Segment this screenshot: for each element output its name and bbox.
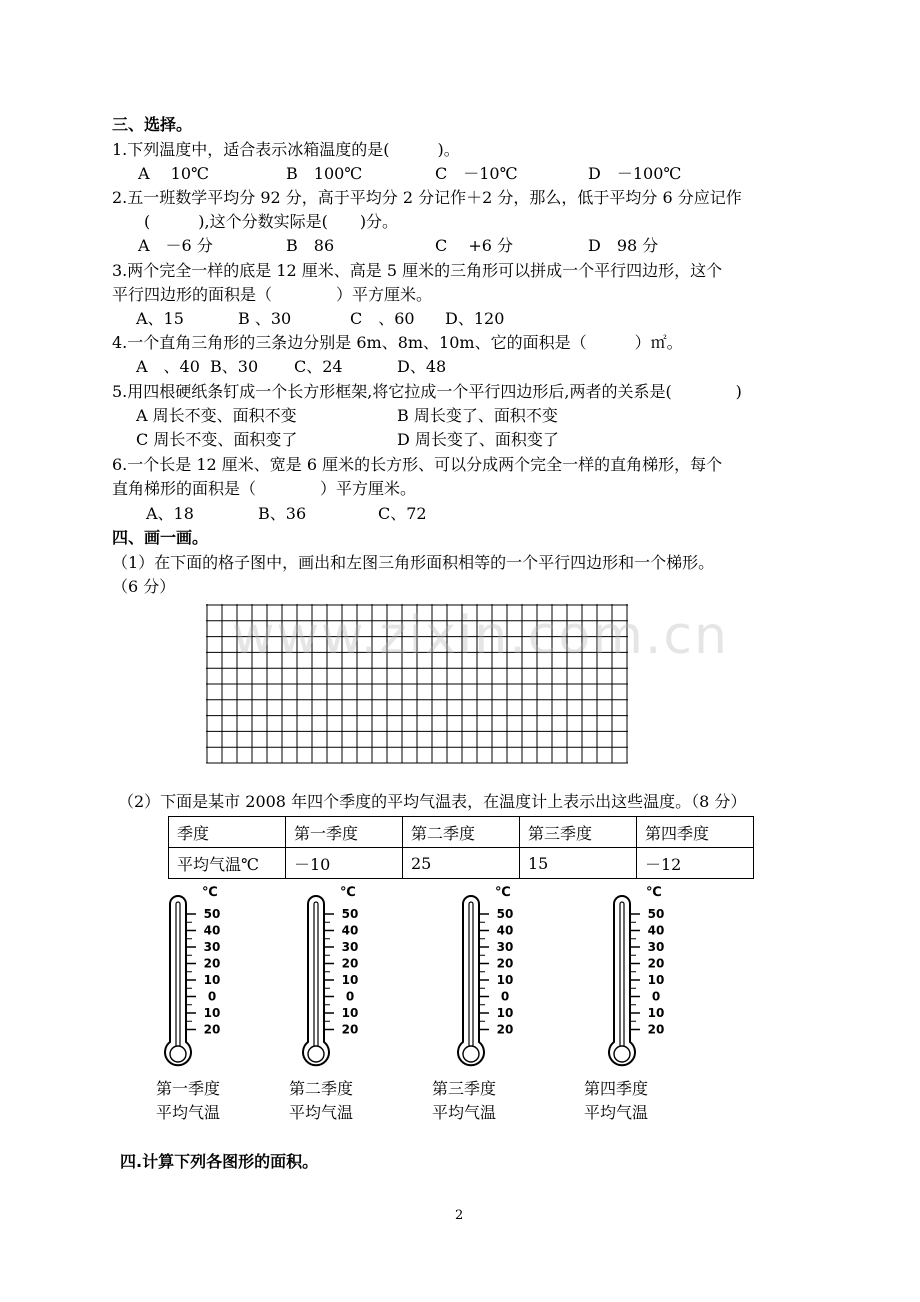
thermometer-scale-label: 20	[496, 956, 514, 971]
thermometer-unit: ℃	[646, 885, 662, 900]
q6-option-c: C、72	[378, 504, 427, 523]
thermometer-caption-q4	[584, 1077, 648, 1125]
thermometer-scale-label: 0	[345, 989, 355, 1004]
thermometer-scale-label: 50	[496, 907, 514, 921]
table-header-cell: 第三季度	[520, 817, 637, 848]
table-row	[169, 817, 754, 848]
caption-label: 平均气温	[156, 1103, 221, 1122]
watermark: www.zixin.com.cn	[232, 606, 729, 666]
q5-option-d: D 周长变了、面积变了	[397, 430, 559, 449]
q5-option-c: C 周长不变、面积变了	[136, 430, 298, 449]
question-1-text: 1.下列温度中，适合表示冰箱温度的是( )。	[112, 140, 460, 159]
thermometer-scale-label: 30	[496, 940, 514, 954]
thermometer-scale-label: 20	[647, 956, 665, 971]
question-3-text-line2: 平行四边形的面积是（ ）平方厘米。	[112, 285, 433, 304]
q3-option-c: C 、60	[350, 309, 415, 328]
table-header-cell: 第一季度	[286, 817, 403, 848]
thermometer-scale-label: 30	[203, 940, 221, 954]
thermometer-unit: ℃	[495, 885, 511, 900]
thermometer-scale-label: 10	[341, 1006, 359, 1020]
question-2-text-line1: 2.五一班数学平均分 92 分，高于平均分 2 分记作＋2 分，那么，低于平均分 6 分应记作	[112, 188, 742, 207]
table-cell: 15	[520, 848, 637, 879]
caption-label: 平均气温	[289, 1103, 354, 1122]
thermometer-scale-label: 10	[647, 1006, 665, 1020]
q6-option-a: A、18	[146, 504, 194, 523]
thermometer-bulb	[463, 1046, 479, 1062]
q2-option-d: D 98 分	[588, 236, 659, 255]
caption-label: 平均气温	[432, 1103, 497, 1122]
q2-option-a: A －6 分	[138, 236, 213, 255]
thermometer-q3[interactable]	[451, 882, 527, 1076]
q6-option-b: B、36	[258, 504, 307, 523]
q5-option-a: A 周长不变、面积不变	[136, 406, 297, 425]
caption-quarter: 第三季度	[432, 1079, 497, 1098]
section-heading-draw: 四、画一画。	[112, 528, 209, 547]
thermometer-scale-label: 20	[203, 1022, 221, 1037]
thermometer-scale-label: 0	[651, 989, 661, 1004]
caption-quarter: 第一季度	[156, 1079, 221, 1098]
question-6-text-line2: 直角梯形的面积是（ ）平方厘米。	[112, 479, 417, 498]
thermometer-scale-label: 0	[207, 989, 217, 1004]
thermometer-graphic	[451, 882, 527, 1072]
table-header-cell: 第四季度	[637, 817, 754, 848]
thermometer-scale-label: 50	[341, 907, 359, 921]
thermometer-scale-label: 10	[341, 973, 359, 987]
q4-option-a: A 、40	[136, 357, 200, 376]
thermometer-scale-label: 20	[496, 1022, 514, 1037]
thermometer-scale-label: 10	[203, 1006, 221, 1020]
q1-option-d: D －100℃	[588, 164, 682, 183]
q4-option-d: D、48	[397, 357, 447, 376]
caption-quarter: 第四季度	[584, 1079, 649, 1098]
thermometer-q4[interactable]	[602, 882, 678, 1076]
thermometer-q2[interactable]	[296, 882, 372, 1076]
table-cell: －10	[286, 848, 403, 879]
q4-option-c: C、24	[294, 357, 343, 376]
table-cell: －12	[637, 848, 754, 879]
caption-label: 平均气温	[584, 1103, 649, 1122]
q1-option-b: B 100℃	[286, 164, 363, 183]
thermometer-scale-label: 20	[341, 1022, 359, 1037]
thermometer-bulb	[170, 1046, 186, 1062]
thermometer-scale-label: 10	[203, 973, 221, 987]
thermometer-graphic	[158, 882, 234, 1072]
part-2-instruction: （2）下面是某市 2008 年四个季度的平均气温表，在温度计上表示出这些温度。（8 分）	[118, 792, 747, 811]
thermometer-graphic	[296, 882, 372, 1072]
table-header-cell: 季度	[169, 817, 286, 848]
thermometer-bulb	[614, 1046, 630, 1062]
thermometer-scale-label: 20	[341, 956, 359, 971]
thermometer-scale-label: 20	[203, 956, 221, 971]
thermometer-graphic	[602, 882, 678, 1072]
q5-option-b: B 周长变了、面积不变	[397, 406, 558, 425]
table-header-cell: 第二季度	[403, 817, 520, 848]
thermometer-scale-label: 0	[500, 989, 510, 1004]
q3-option-d: D、120	[445, 309, 505, 328]
question-4-text: 4.一个直角三角形的三条边分别是 6m、8m、10m、它的面积是（ ）㎡。	[112, 333, 683, 352]
thermometer-scale-label: 50	[647, 907, 665, 921]
q3-option-a: A、15	[136, 309, 184, 328]
temperature-table	[168, 816, 754, 879]
question-6-text-line1: 6.一个长是 12 厘米、宽是 6 厘米的长方形、可以分成两个完全一样的直角梯形，每个	[112, 455, 723, 474]
q1-option-c: C －10℃	[435, 164, 518, 183]
caption-quarter: 第二季度	[289, 1079, 354, 1098]
thermometer-scale-label: 20	[647, 1022, 665, 1037]
table-row	[169, 848, 754, 879]
section-heading-choice: 三、选择。	[112, 115, 193, 134]
question-5-text: 5.用四根硬纸条钉成一个长方形框架,将它拉成一个平行四边形后,两者的关系是( )	[112, 382, 742, 401]
thermometer-scale-label: 40	[341, 923, 359, 938]
part-1-points: （6 分）	[112, 577, 176, 596]
thermometer-bulb	[308, 1046, 324, 1062]
thermometer-caption-q2	[289, 1077, 353, 1125]
thermometer-scale-label: 30	[341, 940, 359, 954]
thermometer-scale-label: 10	[496, 1006, 514, 1020]
q1-option-a: A 10℃	[138, 164, 209, 183]
thermometer-scale-label: 40	[496, 923, 514, 938]
q4-option-b: B、30	[210, 357, 259, 376]
question-3-text-line1: 3.两个完全一样的底是 12 厘米、高是 5 厘米的三角形可以拼成一个平行四边形，这个	[112, 261, 723, 280]
section-heading-area: 四.计算下列各图形的面积。	[120, 1152, 319, 1171]
thermometer-q1[interactable]	[158, 882, 234, 1076]
thermometer-scale-label: 10	[496, 973, 514, 987]
thermometer-scale-label: 40	[647, 923, 665, 938]
thermometer-unit: ℃	[340, 885, 356, 900]
thermometer-scale-label: 40	[203, 923, 221, 938]
thermometer-unit: ℃	[202, 885, 218, 900]
thermometer-scale-label: 30	[647, 940, 665, 954]
question-2-text-line2: ( ),这个分数实际是( )分。	[144, 212, 399, 231]
thermometer-caption-q3	[432, 1077, 496, 1125]
part-1-instruction: （1）在下面的格子图中，画出和左图三角形面积相等的一个平行四边形和一个梯形。	[112, 553, 715, 572]
thermometer-scale-label: 50	[203, 907, 221, 921]
q3-option-b: B 、30	[238, 309, 292, 328]
thermometer-scale-label: 10	[647, 973, 665, 987]
q2-option-b: B 86	[286, 236, 335, 255]
page-number: 2	[455, 1208, 464, 1223]
q2-option-c: C +6 分	[435, 236, 514, 255]
table-cell: 25	[403, 848, 520, 879]
thermometer-caption-q1	[156, 1077, 220, 1125]
table-cell: 平均气温℃	[169, 848, 286, 879]
